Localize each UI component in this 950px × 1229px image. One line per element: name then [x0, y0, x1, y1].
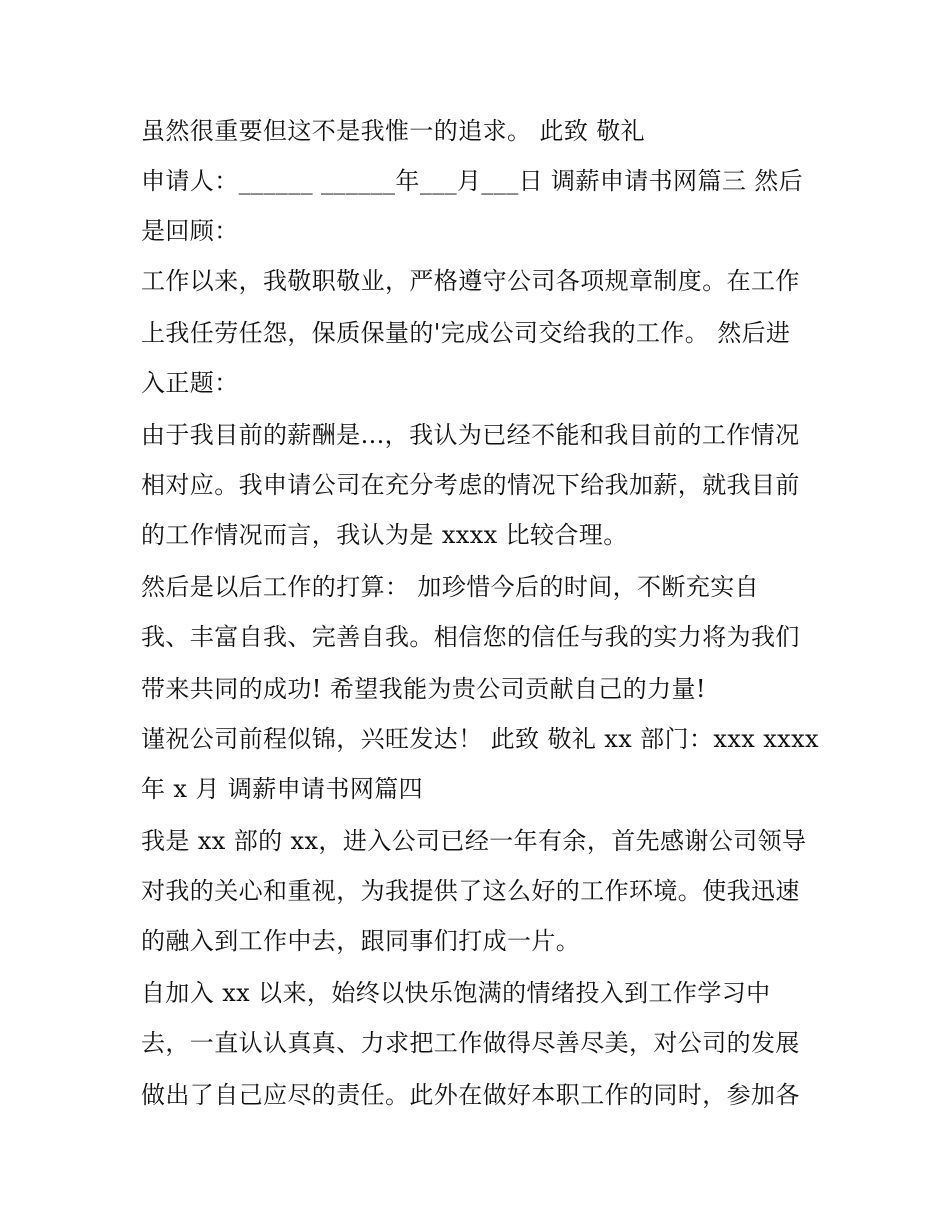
text-line: 我是 xx 部的 xx，进入公司已经一年有余，首先感谢公司领导	[141, 827, 807, 855]
text-line: 相对应。我申请公司在充分考虑的情况下给我加薪，就我目前	[141, 471, 800, 499]
text-line: 谨祝公司前程似锦，兴旺发达！ 此致 敬礼 xx 部门：xxx xxxx	[141, 725, 819, 753]
text-line: 由于我目前的薪酬是...，我认为已经不能和我目前的工作情况	[141, 421, 800, 449]
text-line: 的融入到工作中去，跟同事们打成一片。	[141, 927, 581, 955]
text-line: 工作以来，我敬职敬业，严格遵守公司各项规章制度。在工作	[141, 267, 800, 295]
text-line: 上我任劳任怨，保质保量的'完成公司交给我的工作。 然后进	[141, 319, 791, 347]
text-line: 对我的关心和重视，为我提供了这么好的工作环境。使我迅速	[141, 877, 800, 905]
text-line: 年 x 月 调薪申请书网篇四	[141, 775, 424, 803]
text-line: 去，一直认认真真、力求把工作做得尽善尽美，对公司的发展	[141, 1029, 800, 1057]
text-line: 申请人：______ ______年___月___日 调薪申请书网篇三 然后	[141, 167, 804, 195]
text-line: 带来共同的成功! 希望我能为贵公司贡献自己的力量!	[141, 675, 706, 703]
text-line: 虽然很重要但这不是我惟一的追求。 此致 敬礼	[141, 117, 646, 145]
text-line: 然后是以后工作的打算： 加珍惜今后的时间，不断充实自	[141, 573, 760, 601]
text-line: 的工作情况而言，我认为是 xxxx 比较合理。	[141, 521, 628, 549]
text-line: 是回顾：	[141, 217, 239, 245]
text-line: 自加入 xx 以来，始终以快乐饱满的情绪投入到工作学习中	[141, 979, 771, 1007]
text-line: 做出了自己应尽的责任。此外在做好本职工作的同时，参加各	[141, 1081, 800, 1109]
text-line: 入正题：	[141, 369, 239, 397]
text-line: 我、丰富自我、完善自我。相信您的信任与我的实力将为我们	[141, 623, 800, 651]
